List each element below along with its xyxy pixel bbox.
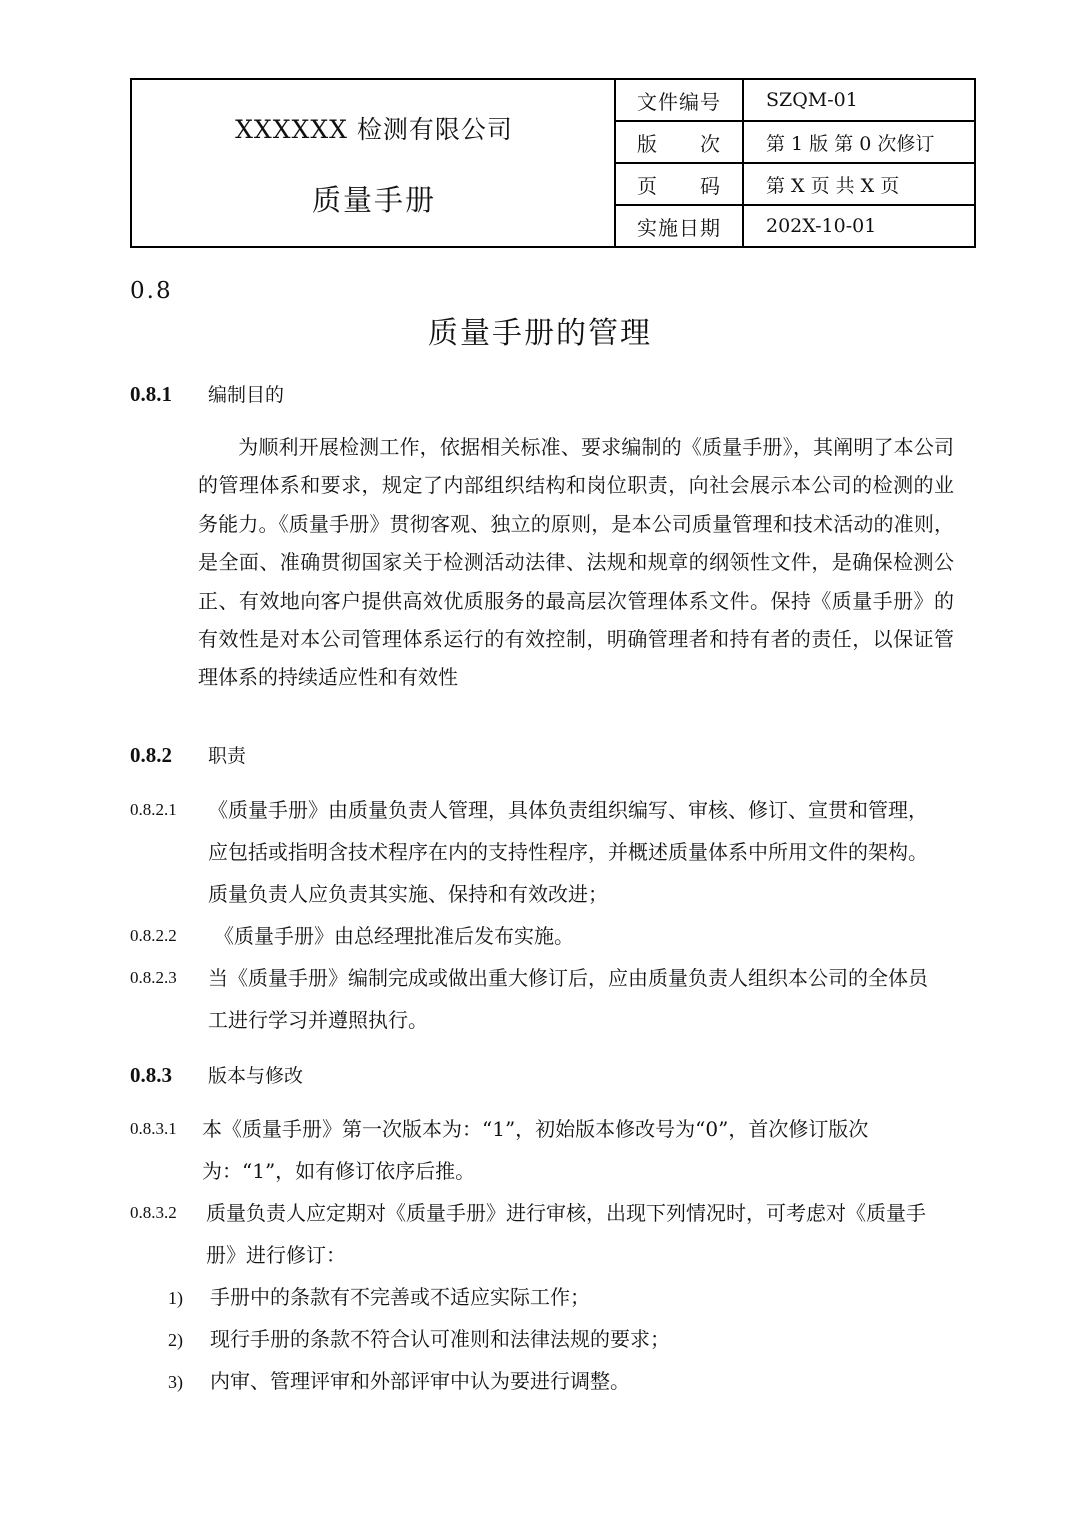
clause-item: [130, 789, 960, 915]
section-heading-number: 0.8.1: [130, 382, 172, 406]
section-heading-number: 0.8.2: [130, 743, 172, 767]
clause-number: 0.8.2.3: [130, 968, 177, 987]
header-row-doc-number: [616, 80, 974, 122]
section-heading-title: 职责: [208, 745, 247, 767]
list-item-text: 手册中的条款有不完善或不适应实际工作；: [210, 1285, 590, 1309]
section-heading-number: 0.8.3: [130, 1063, 172, 1087]
clause-text: 《质量手册》由总经理批准后发布实施。: [214, 924, 574, 948]
clause-number: 0.8.2.2: [130, 926, 177, 945]
header-key: 实施日期: [616, 206, 744, 246]
header-value: 第 X 页 共 X 页: [766, 174, 900, 197]
header-left-cell: [132, 80, 616, 246]
list-item: [168, 1318, 670, 1360]
clause-number: 0.8.2.1: [130, 800, 177, 819]
clause-item: [130, 915, 960, 957]
header-key: 版 次: [616, 122, 744, 162]
clause-text: 本《质量手册》第一次版本为：“1”，初始版本修改号为“0”，首次修订版次为：“1”，如有修订依序后推。: [202, 1117, 869, 1183]
list-item-text: 内审、管理评审和外部评审中认为要进行调整。: [210, 1369, 630, 1393]
header-key: 文件编号: [616, 80, 744, 120]
manual-name: 质量手册: [311, 183, 436, 217]
clause-item: [130, 1108, 960, 1192]
clause-text: 《质量手册》由质量负责人管理，具体负责组织编写、审核、修订、宣贯和管理，应包括或指明含技术程序在内的支持性程序，并概述质量体系中所用文件的架构。质量负责人应负责其实施、保持和有效改进；: [208, 798, 928, 906]
clause-item: [130, 957, 960, 1041]
header-row-page: [616, 164, 974, 206]
clause-text: 当《质量手册》编制完成或做出重大修订后，应由质量负责人组织本公司的全体员工进行学习并遵照执行。: [208, 966, 928, 1032]
header-row-version: [616, 122, 974, 164]
list-item-number: 1): [168, 1288, 183, 1308]
clause-number: 0.8.3.1: [130, 1119, 177, 1138]
page-title: 质量手册的管理: [428, 316, 652, 351]
clause-text: 质量负责人应定期对《质量手册》进行审核，出现下列情况时，可考虑对《质量手册》进行修订：: [206, 1201, 926, 1267]
header-key: 页 码: [616, 164, 744, 204]
header-value: SZQM-01: [766, 89, 858, 111]
section-number: 0.8: [130, 278, 173, 304]
list-item-number: 3): [168, 1372, 183, 1392]
section-heading-version: [130, 1061, 303, 1091]
clause-number: 0.8.3.2: [130, 1203, 177, 1222]
company-name: XXXXXX 检测有限公司: [235, 115, 513, 144]
purpose-text: 为顺利开展检测工作，依据相关标准、要求编制的《质量手册》，其阐明了本公司的管理体系和要求，规定了内部组织结构和岗位职责，向社会展示本公司的检测的业务能力。《质量手册》贯彻客观、独立的原则，是本公司质量管理和技术活动的准则，是全面、准确贯彻国家关于检测活动法律、法规和规章的纲领性文件，是确保检测公正、有效地向客户提供高效优质服务的最高层次管理体系文件。保持《质量手册》的有效性是对本公司管理体系运行的有效控制，明确管理者和持有者的责任，以保证管理体系的持续适应性和有效性: [198, 435, 954, 690]
purpose-paragraph: [198, 428, 954, 697]
clause-item: [130, 1192, 960, 1276]
document-header-table: [130, 78, 976, 248]
header-value: 第 1 版 第 0 次修订: [766, 132, 935, 155]
list-item-number: 2): [168, 1330, 183, 1350]
section-heading-title: 编制目的: [208, 384, 285, 406]
list-item: [168, 1360, 630, 1402]
list-item-text: 现行手册的条款不符合认可准则和法律法规的要求；: [210, 1327, 670, 1351]
header-value: 202X-10-01: [766, 215, 877, 237]
section-heading-duties: [130, 741, 246, 771]
section-heading-title: 版本与修改: [208, 1065, 304, 1087]
section-heading-purpose: [130, 380, 284, 410]
header-row-date: [616, 206, 974, 246]
list-item: [168, 1276, 590, 1318]
